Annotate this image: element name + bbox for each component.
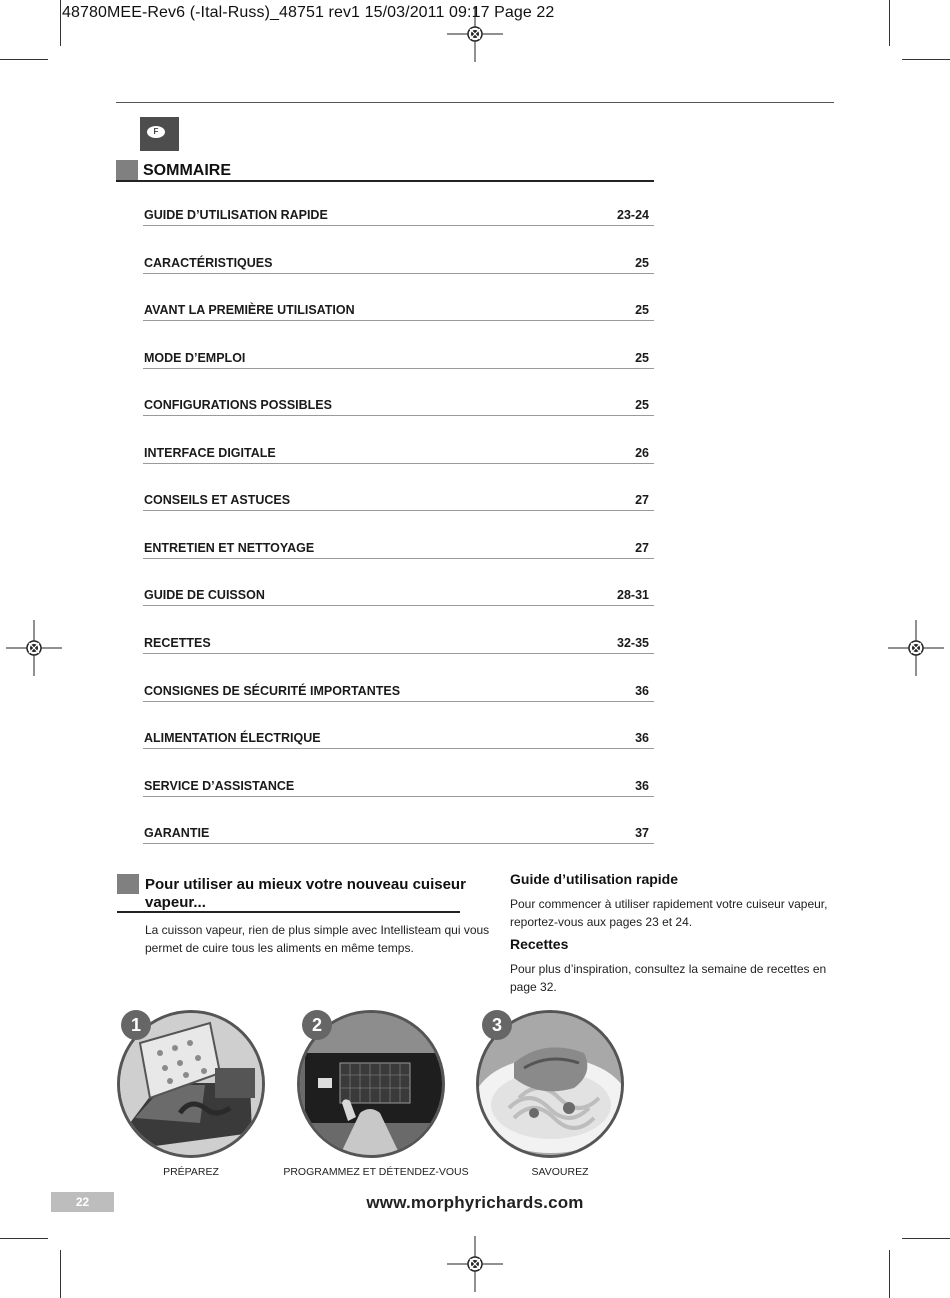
toc-rule <box>143 463 654 464</box>
toc-rule <box>143 701 654 702</box>
toc-entry-label: GUIDE DE CUISSON <box>144 588 265 602</box>
toc-entry-page: 25 <box>635 256 649 270</box>
print-slug: 48780MEE-Rev6 (-Ital-Russ)_48751 rev1 15/03/2011 09:17 Page 22 <box>62 4 555 21</box>
crop-mark <box>60 0 61 46</box>
step-2-number: 2 <box>302 1010 332 1040</box>
registration-mark-icon <box>447 6 503 62</box>
step-3-caption: SAVOUREZ <box>531 1166 589 1178</box>
crop-mark <box>889 1250 890 1298</box>
toc-rule <box>143 320 654 321</box>
recipes-body-line1: Pour plus d’inspiration, consultez la semaine de recettes en <box>510 962 827 976</box>
toc-rule <box>143 225 654 226</box>
toc-entry-page: 36 <box>635 684 649 698</box>
language-code: F <box>147 126 165 138</box>
toc-entry-label: ALIMENTATION ÉLECTRIQUE <box>144 731 321 745</box>
registration-mark-icon <box>6 620 62 676</box>
toc-entry-page: 37 <box>635 826 649 840</box>
intro-title-line1: Pour utiliser au mieux votre nouveau cuiseur <box>145 876 466 893</box>
toc-entry-label: MODE D’EMPLOI <box>144 351 246 365</box>
section-marker <box>116 160 138 180</box>
toc-entry-label: RECETTES <box>144 636 211 650</box>
toc-rule <box>143 605 654 606</box>
toc-title: SOMMAIRE <box>143 162 231 179</box>
toc-entry-page: 27 <box>635 541 649 555</box>
toc-entry-label: ENTRETIEN ET NETTOYAGE <box>144 541 315 555</box>
crop-mark <box>0 59 48 60</box>
quick-guide-body-line2: reportez-vous aux pages 23 et 24. <box>510 915 693 929</box>
toc-entry-page: 28-31 <box>617 588 649 602</box>
toc-entry-label: AVANT LA PREMIÈRE UTILISATION <box>144 303 355 317</box>
toc-rule <box>143 415 654 416</box>
toc-entry-label: GUIDE D’UTILISATION RAPIDE <box>144 208 328 222</box>
registration-mark-icon <box>888 620 944 676</box>
toc-entry-label: CARACTÉRISTIQUES <box>144 256 273 270</box>
intro-title-line2: vapeur... <box>145 894 206 911</box>
toc-entry-label: CONFIGURATIONS POSSIBLES <box>144 398 332 412</box>
crop-mark <box>60 1250 61 1298</box>
language-tab <box>140 117 179 151</box>
toc-rule <box>143 510 654 511</box>
website-link[interactable]: www.morphyrichards.com <box>366 1193 584 1212</box>
crop-mark <box>902 1238 950 1239</box>
toc-entry-page: 36 <box>635 779 649 793</box>
step-3-number: 3 <box>482 1010 512 1040</box>
page-number: 22 <box>51 1192 114 1212</box>
intro-body-line2: permet de cuire tous les aliments en même temps. <box>145 941 414 955</box>
toc-rule <box>143 558 654 559</box>
toc-entry-label: INTERFACE DIGITALE <box>144 446 276 460</box>
toc-entry-page: 36 <box>635 731 649 745</box>
crop-mark <box>889 0 890 46</box>
registration-mark-icon <box>447 1236 503 1292</box>
toc-entry-page: 25 <box>635 351 649 365</box>
toc-entry-page: 25 <box>635 303 649 317</box>
toc-rule <box>143 748 654 749</box>
section-marker <box>117 874 139 894</box>
toc-entry-label: SERVICE D’ASSISTANCE <box>144 779 295 793</box>
top-rule <box>116 102 834 103</box>
quick-guide-heading: Guide d’utilisation rapide <box>510 871 679 887</box>
recipes-heading: Recettes <box>510 936 569 952</box>
step-1-number: 1 <box>121 1010 151 1040</box>
toc-entry-page: 27 <box>635 493 649 507</box>
crop-mark <box>902 59 950 60</box>
toc-entry-label: GARANTIE <box>144 826 210 840</box>
crop-mark <box>0 1238 48 1239</box>
toc-entry-page: 32-35 <box>617 636 649 650</box>
toc-rule <box>143 653 654 654</box>
step-1-caption: PRÉPAREZ <box>163 1166 219 1178</box>
toc-entry-label: CONSIGNES DE SÉCURITÉ IMPORTANTES <box>144 684 401 698</box>
toc-entry-label: CONSEILS ET ASTUCES <box>144 493 291 507</box>
toc-entry-page: 25 <box>635 398 649 412</box>
toc-rule <box>143 796 654 797</box>
quick-guide-body-line1: Pour commencer à utiliser rapidement votre cuiseur vapeur, <box>510 897 828 911</box>
toc-entry-page: 23-24 <box>617 208 649 222</box>
toc-rule <box>143 368 654 369</box>
step-2-caption: PROGRAMMEZ ET DÉTENDEZ-VOUS <box>283 1166 469 1178</box>
toc-rule <box>143 843 654 844</box>
toc-entry-page: 26 <box>635 446 649 460</box>
toc-title-rule <box>116 180 654 182</box>
toc-rule <box>143 273 654 274</box>
recipes-body-line2: page 32. <box>510 980 557 994</box>
intro-title-rule <box>117 911 460 913</box>
intro-body-line1: La cuisson vapeur, rien de plus simple avec Intellisteam qui vous <box>145 923 490 937</box>
